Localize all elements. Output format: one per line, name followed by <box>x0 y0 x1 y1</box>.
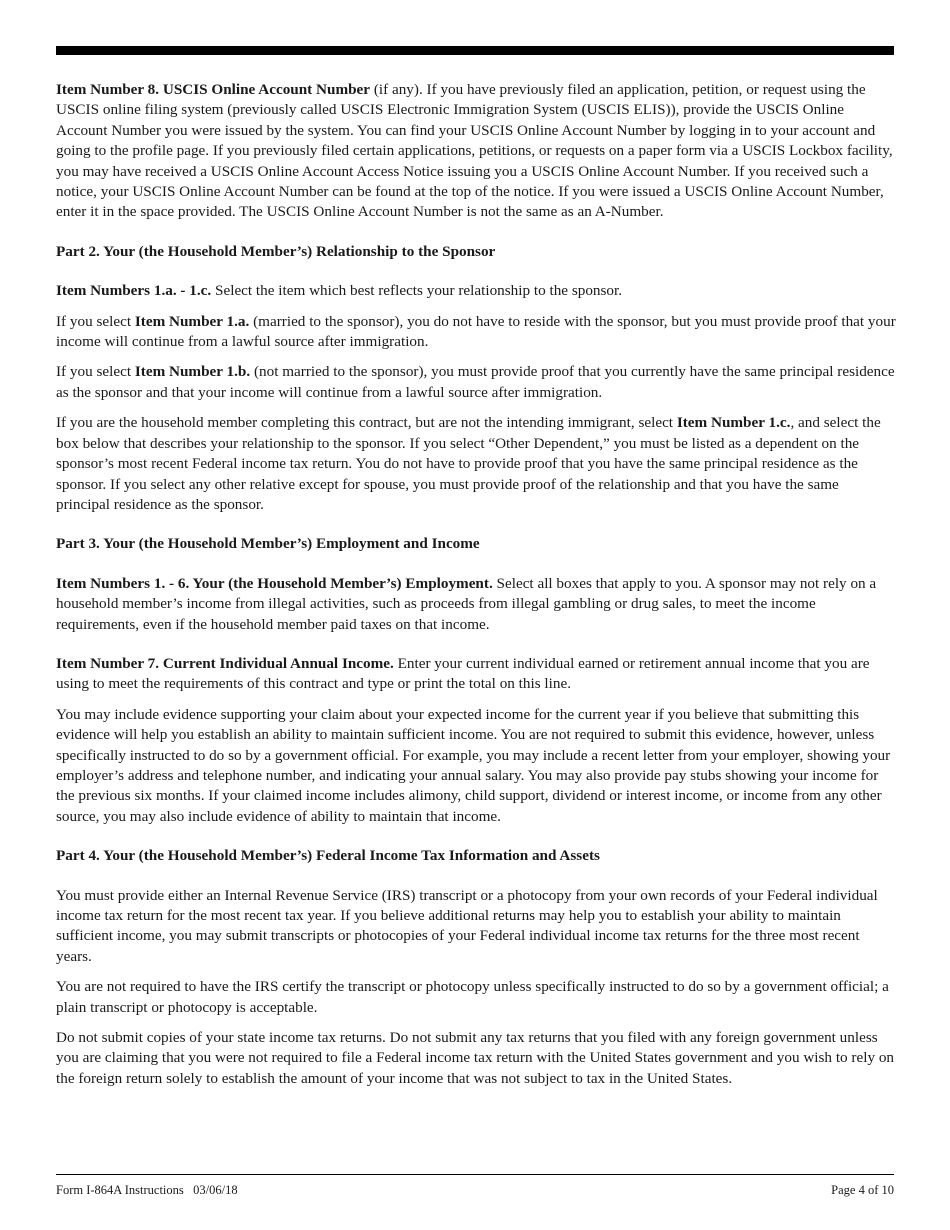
part-3-item-1-6-text: Select all boxes that apply to you. A sponsor may not rely on a household member’s income from illegal activities, such as proceeds from illegal gambling or drug sales, to meet the income requirements, even if the household member paid taxes on that income. <box>56 574 877 633</box>
part-2-item-1a-1c <box>56 281 896 301</box>
part-2-p1-bold: Item Number 1.a. <box>134 312 250 330</box>
part-2-p1-post: (married to the sponsor), you do not have to reside with the sponsor, but you must provide proof that your income will continue from a lawful source after immigration. <box>56 312 896 351</box>
part-2-p1-pre: If you select <box>56 312 135 330</box>
part-4-paragraph-3: Do not submit copies of your state income tax returns. Do not submit any tax returns that you filed with any foreign government unless you are claiming that you were not required to file a Federal income tax return with the United States government and you wish to rely on the foreign return solely to establish the amount of your income that was not subject to tax in the United States. <box>56 1029 895 1087</box>
part-3-item-7-label: Item Number 7. Current Individual Annual Income. <box>56 654 394 672</box>
part-2-heading: Part 2. Your (the Household Member’s) Relationship to the Sponsor <box>56 242 496 260</box>
part-2-item-text: Select the item which best reflects your relationship to the sponsor. <box>211 282 623 300</box>
item-8-label-suffix: (if any). <box>370 81 423 98</box>
part-2-p2-bold: Item Number 1.b. <box>134 363 251 381</box>
part-4-paragraph-1: You must provide either an Internal Revenue Service (IRS) transcript or a photocopy from your own records of your Federal individual income tax return for the most recent tax year. If you believe additional returns may help you to establish your ability to maintain sufficient income, you may submit transcripts or photocopies of your Federal individual income tax returns for the three most recent years. <box>56 886 878 965</box>
footer-form-id: Form I-864A Instructions 03/06/18 <box>56 1183 238 1197</box>
part-3-item-1-6 <box>56 574 896 635</box>
part-2-p2-post: (not married to the sponsor), you must provide proof that you currently have the same principal residence as the sponsor and that your income will continue from a lawful source after immigration. <box>56 363 895 401</box>
part-2-paragraph-1c <box>56 413 896 515</box>
part-2-p3-pre: If you are the household member completing this contract, but are not the intending immigrant, select <box>56 414 677 432</box>
item-8-paragraph <box>56 80 896 223</box>
part-4-heading: Part 4. Your (the Household Member’s) Federal Income Tax Information and Assets <box>56 847 600 865</box>
part-2-p2-pre: If you select <box>56 363 135 381</box>
page-content <box>56 80 896 1089</box>
part-2-p3-post: , and select the box below that describes your relationship to the sponsor. If you select “Other Dependent,” you must be listed as a dependent on the sponsor’s most recent Federal income tax return. You do not have to provide proof that you have the same principal residence as the sponsor. If you select any other relative except for spouse, you must provide proof of the relationship and that you have the same principal residence as the sponsor. <box>56 414 881 513</box>
part-2-paragraph-1a <box>56 312 896 353</box>
footer-rule <box>56 1174 894 1175</box>
part-3-item-1-6-label: Item Numbers 1. - 6. Your (the Household Member’s) Employment. <box>56 574 493 592</box>
part-3-item-7-text: Enter your current individual earned or retirement annual income that you are using to meet the requirements of this contract and type or print the total on this line. <box>56 654 870 693</box>
part-3-heading: Part 3. Your (the Household Member’s) Employment and Income <box>56 535 480 553</box>
part-2-paragraph-1b <box>56 362 896 403</box>
item-8-text: If you have previously filed an application, petition, or request using the USCIS online filing system (previously called USCIS Electronic Immigration System (USCIS ELIS)), provide the USCIS Online Account Number you were issued by the system. You can find your USCIS Online Account Number by logging in to your account and going to the profile page. If you previously filed certain applications, petitions, or requests on a paper form via a USCIS Lockbox facility, you may have received a USCIS Online Account Access Notice issuing you a USCIS Online Account Number. If you received such a notice, your USCIS Online Account Number can be found at the top of the notice. If you were issued a USCIS Online Account Number, enter it in the space provided. The USCIS Online Account Number is not the same as an A-Number. <box>56 81 893 221</box>
top-rule <box>56 46 894 55</box>
footer-page-number: Page 4 of 10 <box>831 1183 894 1197</box>
part-2-item-label: Item Numbers 1.a. - 1.c. <box>56 282 212 300</box>
part-2-p3-bold: Item Number 1.c. <box>676 414 791 432</box>
item-8-label: Item Number 8. USCIS Online Account Number <box>56 81 371 98</box>
part-3-evidence-paragraph: You may include evidence supporting your claim about your expected income for the current year if you believe that submitting this evidence will help you establish an ability to maintain sufficient income. You are not required to submit this evidence, however, unless specifically instructed to do so by a government official. For example, you may include a recent letter from your employer, showing your employer’s address and telephone number, and indicating your annual salary. You may also provide pay stubs showing your income for the previous six months. If your claimed income includes alimony, child support, dividend or interest income, or income from any other source, you may also include evidence of ability to maintain that income. <box>56 705 891 825</box>
part-4-paragraph-2: You are not required to have the IRS certify the transcript or photocopy unless specifically instructed to do so by a government official; a plain transcript or photocopy is acceptable. <box>56 978 889 1016</box>
part-3-item-7 <box>56 654 896 695</box>
